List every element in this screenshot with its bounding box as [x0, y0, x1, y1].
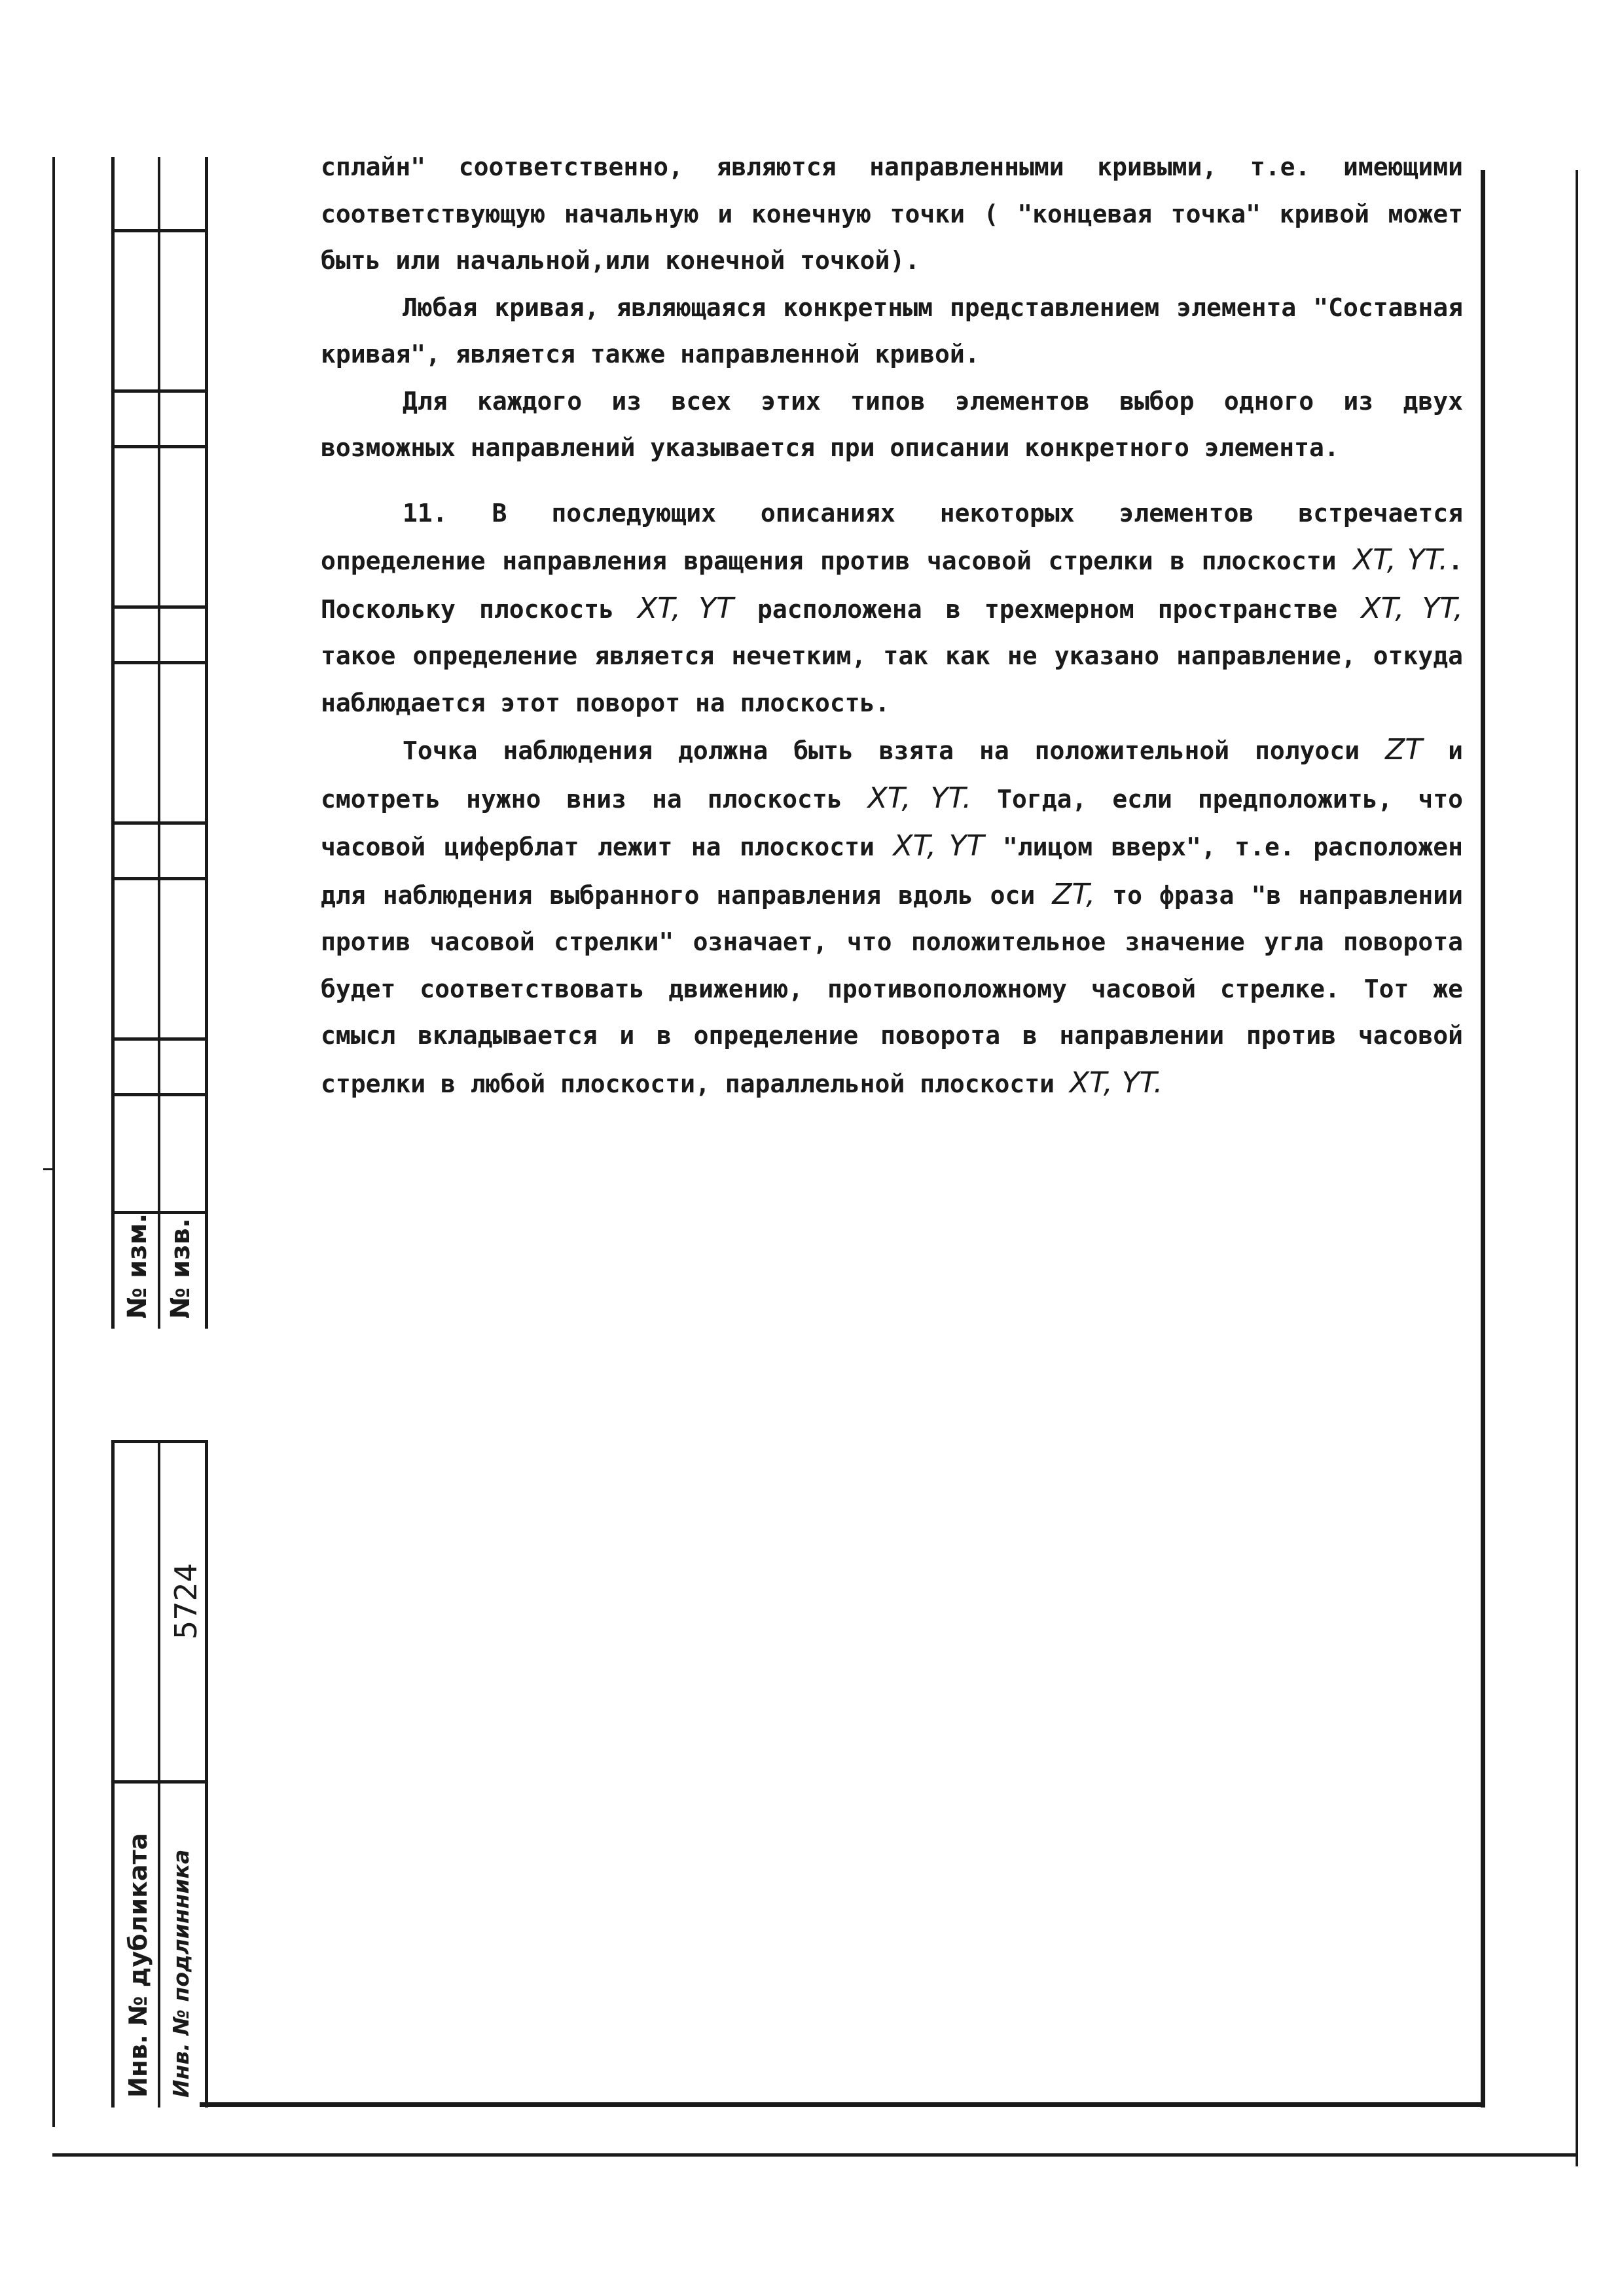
- stamp-upper-divider: [158, 157, 160, 1329]
- stamp-dublikat-label: Инв. № дубликата: [124, 1833, 153, 2098]
- document-body: [321, 144, 1463, 1107]
- stamp-upper: [111, 157, 208, 1329]
- frame-right-border: [1481, 170, 1485, 2108]
- stamp-izv-label: № изв.: [166, 1218, 196, 1319]
- frame-right-outer: [1576, 170, 1578, 2166]
- stamp-inv-number: 5724: [168, 1562, 204, 1640]
- paragraph-5: Точка наблюдения должна быть взята на положительной полуоси ZT и смотреть нужно вниз на плоскость XT, YT. Тогда, если предположить, что часовой циферблат лежит на плоскости XT, YT "лицом вверх", т.е. расположен для наблюдения выбранного направления вдоль оси ZT, то фраза "в направлении против часовой стрелки" означает, что положительное значение угла поворота будет соответствовать движению, противоположному часовой стрелке. Тот же смысл вкладывается и в определение поворота в направлении против часовой стрелки в любой плоскости, параллельной плоскости XT, YT.: [321, 733, 1463, 1100]
- frame-bottom-outer: [52, 2153, 1578, 2157]
- frame-left-outer: [52, 157, 55, 2127]
- frame-bottom-border: [200, 2102, 1484, 2107]
- paragraph-3: Для каждого из всех этих типов элементов выбор одного из двух возможных направлений указывается при описании конкретного элемента.: [321, 386, 1463, 462]
- paragraph-2: Любая кривая, являющаяся конкретным представлением элемента "Составная кривая", является также направленной кривой.: [321, 293, 1463, 368]
- stamp-lower-divider: [158, 1443, 160, 2108]
- paragraph-4: 11. В последующих описаниях некоторых элементов встречается определение направления вращения против часовой стрелки в плоскости XT, YT.. Поскольку плоскость XT, YT расположена в трехмерном пространстве XT, YT, такое определение является нечетким, так как не указано направление, откуда наблюдается этот поворот на плоскость.: [321, 498, 1463, 717]
- stamp-podlinnik-label: Инв. № подлинника: [168, 1849, 194, 2098]
- stamp-lower: [111, 1440, 208, 2108]
- paragraph-1: сплайн" соответственно, являются направленными кривыми, т.е. имеющими соответствующую начальную и конечную точки ( "концевая точка" кривой может быть или начальной,или конечной точкой).: [321, 152, 1463, 275]
- stamp-izm-label: № изм.: [122, 1213, 153, 1319]
- margin-tick: [43, 1168, 52, 1170]
